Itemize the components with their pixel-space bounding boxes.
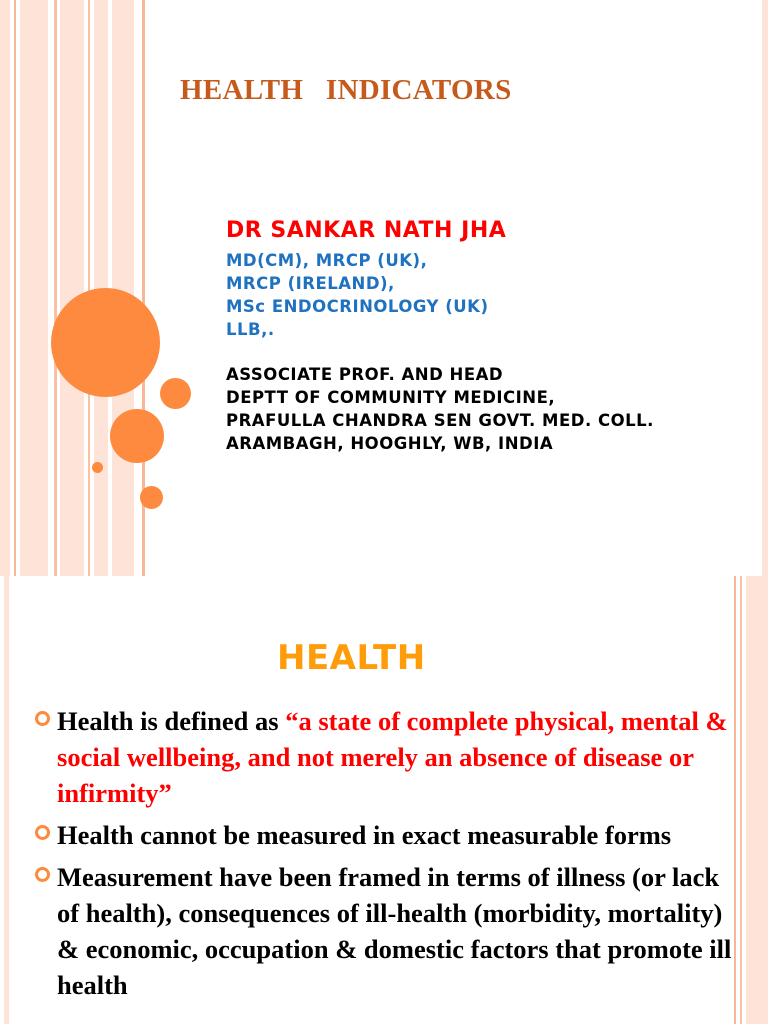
who-definition-quote: “a state of complete physical, mental & social wellbeing, and not merely an absence of disease or infirmity”	[57, 706, 728, 808]
decorative-stripe	[746, 576, 768, 1024]
bullet-item	[32, 859, 744, 1003]
decorative-circle	[140, 486, 163, 509]
bullet-text: Health cannot be measured in exact measurable forms	[57, 820, 672, 850]
affiliation-line: ASSOCIATE PROF. AND HEAD	[226, 365, 504, 384]
bullet-list	[32, 703, 744, 1009]
bullet-ring-icon	[35, 825, 50, 840]
affiliation-list	[226, 363, 654, 455]
bullet-item	[32, 817, 744, 853]
bullet-ring-icon	[35, 711, 50, 726]
health-slide	[0, 576, 768, 1024]
qualification-line: MD(CM), MRCP (UK),	[226, 251, 428, 270]
qualification-line: MSc ENDOCRINOLOGY (UK)	[226, 297, 489, 316]
decorative-stripe	[60, 0, 84, 576]
affiliation-line: DEPTT OF COMMUNITY MEDICINE,	[226, 388, 556, 407]
decorative-stripe	[762, 0, 768, 576]
decorative-circle	[110, 409, 164, 463]
bullet-text: Health is defined as	[57, 706, 286, 736]
affiliation-line: ARAMBAGH, HOOGHLY, WB, INDIA	[226, 434, 554, 453]
author-name: DR SANKAR NATH JHA	[226, 218, 507, 243]
slide-title: HEALTH INDICATORS	[180, 74, 512, 106]
decorative-stripe	[88, 0, 90, 576]
decorative-stripe	[54, 0, 57, 576]
bullet-text: Measurement have been framed in terms of illness (or lack of health), consequences of ill-health (morbidity, mortality) & economic, occupation & domestic factors that promote ill health	[57, 862, 732, 1000]
qualification-line: MRCP (IRELAND),	[226, 274, 395, 293]
bullet-item	[32, 703, 744, 811]
decorative-stripe	[4, 576, 9, 1024]
qualifications-list	[226, 249, 489, 341]
decorative-stripe	[20, 0, 48, 576]
decorative-stripe	[0, 0, 10, 576]
affiliation-line: PRAFULLA CHANDRA SEN GOVT. MED. COLL.	[226, 411, 654, 430]
qualification-line: LLB,.	[226, 320, 275, 339]
decorative-circle	[92, 462, 103, 473]
decorative-circle	[51, 288, 160, 397]
bullet-ring-icon	[35, 867, 50, 882]
decorative-circle	[160, 378, 191, 409]
slide-title: HEALTH	[277, 638, 426, 678]
decorative-stripe	[14, 0, 16, 576]
